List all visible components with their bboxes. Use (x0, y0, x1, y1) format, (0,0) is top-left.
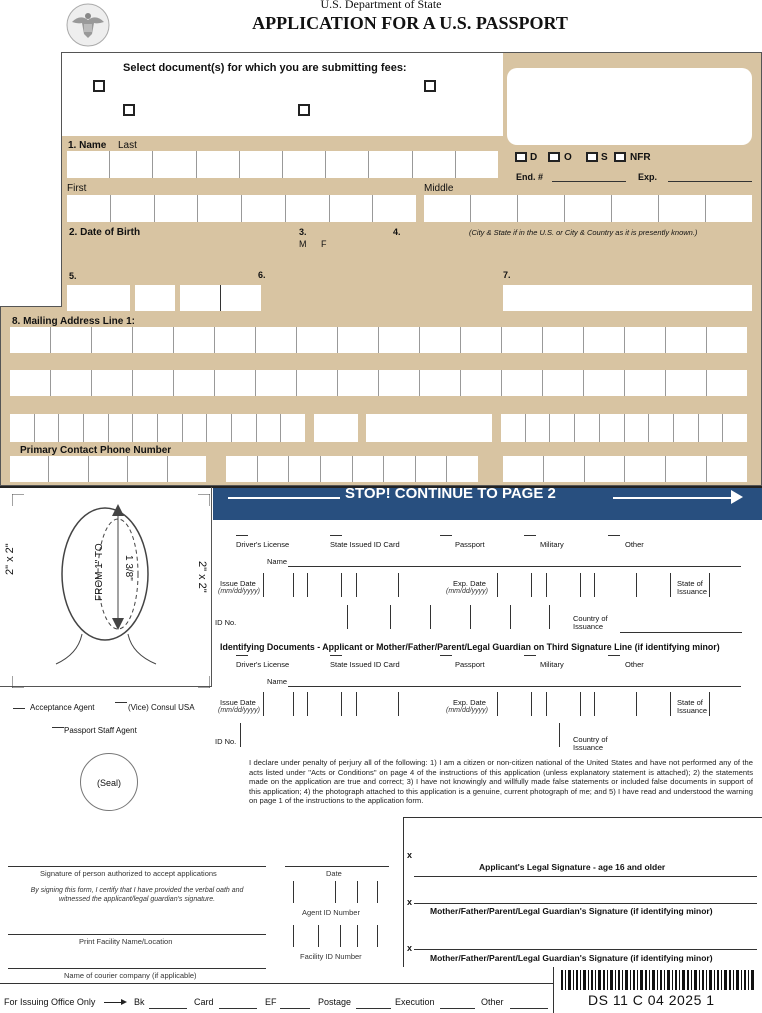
barcode (561, 970, 757, 990)
id1-issue-label: Issue Date (220, 579, 256, 588)
facility-id-label: Facility ID Number (300, 952, 362, 961)
arrow-right-small-icon (104, 1002, 122, 1003)
id1-name-line[interactable] (288, 566, 741, 567)
id1-country-label2: Issuance (573, 622, 604, 631)
issuing-other-line[interactable] (510, 1008, 548, 1009)
guardian2-signature-line[interactable] (414, 949, 757, 950)
id1-country-label: Country of (573, 614, 608, 623)
issuing-postage-label: Postage (318, 997, 352, 1007)
dob-label: 2. Date of Birth (69, 227, 141, 238)
id1-idno-label: ID No. (215, 618, 237, 627)
arrow-right-icon (731, 490, 743, 504)
id2-heading: Identifying Documents - Applicant or Mother/Father/Parent/Legal Guardian on Third Signature Line (if identifying minor) (220, 642, 720, 652)
stop-banner-text: STOP! CONTINUE TO PAGE 2 (345, 485, 556, 502)
sig1-x: x (407, 850, 413, 860)
email-input[interactable] (503, 285, 752, 311)
issuing-ef-line[interactable] (280, 1008, 310, 1009)
id2-state-boxes[interactable] (670, 692, 710, 716)
date-label: Date (326, 869, 342, 878)
issuing-execution-line[interactable] (440, 1008, 475, 1009)
id1-type-military[interactable]: Military (540, 540, 564, 549)
signature-panel (403, 817, 762, 967)
official-signature-label: Signature of person authorized to accept applications (40, 869, 217, 878)
fee-checkbox-3[interactable] (123, 104, 135, 116)
code-nfr-checkbox[interactable] (614, 152, 626, 162)
first-label: First (67, 183, 87, 194)
courier-label: Name of courier company (if applicable) (64, 971, 197, 980)
id2-exp-date-boxes[interactable] (497, 692, 637, 716)
department-name: U.S. Department of State (320, 0, 442, 11)
fee-prompt: Select document(s) for which you are submitting fees: (123, 62, 407, 74)
id2-country-label: Country of (573, 735, 608, 744)
phone-label: Primary Contact Phone Number (20, 445, 172, 456)
section5-number: 5. (69, 271, 77, 281)
id1-issue-format: (mm/dd/yyyy) (218, 588, 260, 595)
vice-consul-option[interactable]: (Vice) Consul USA (128, 703, 195, 712)
issuing-postage-line[interactable] (356, 1008, 391, 1009)
issuing-divider (553, 967, 554, 1013)
section6-number: 6. (258, 270, 266, 280)
photo-size-right: 2" x 2" (196, 561, 208, 593)
fee-checkbox-1[interactable] (93, 80, 105, 92)
id1-type-state-id[interactable]: State Issued ID Card (330, 540, 400, 549)
issuing-card-line[interactable] (219, 1008, 257, 1009)
id1-state-boxes[interactable] (670, 573, 710, 597)
sig2-x: x (407, 897, 413, 907)
id1-country-line[interactable] (620, 632, 742, 633)
id2-state-label2: Issuance (677, 706, 708, 715)
issuing-office-top-border (0, 983, 553, 984)
form-code: DS 11 C 04 2025 1 (588, 992, 715, 1008)
id1-state-label2: Issuance (677, 587, 708, 596)
id1-type-drivers[interactable]: Driver's License (236, 540, 290, 549)
zip-input[interactable] (366, 414, 492, 442)
id1-type-passport[interactable]: Passport (455, 540, 485, 549)
photo-size-left: 2" x 2" (4, 543, 16, 575)
official-signature-line[interactable] (8, 866, 266, 867)
declaration-text: I declare under penalty of perjury all of the following: 1) I am a citizen or non-citizen national of the United States and have not performed any of the acts listed under "Acts or Conditions" on page 4 of the instructions of this application (unless explanatory statement is attached); 2) the statements made on the application are true and correct; 3) I have not knowingly and willfully made false statements or included false documents in support of this application; 4) the photograph attached to this application is a genuine, current photograph of me; and 5) I have read and understood the warning on page 1 of the instructions to the application form. (249, 758, 753, 806)
fee-checkbox-4[interactable] (298, 104, 310, 116)
applicant-signature-line[interactable] (414, 876, 757, 877)
sig3-x: x (407, 943, 413, 953)
pob-hint: (City & State if in the U.S. or City & Country as it is presently known.) (469, 228, 698, 237)
id1-issue-date-boxes[interactable] (263, 573, 399, 597)
photo-from-label: FROM 1" TO (94, 543, 105, 601)
date-line[interactable] (285, 866, 389, 867)
sex-m-label: M (299, 239, 307, 249)
id2-exp-label: Exp. Date (453, 698, 486, 707)
id1-name-label: Name (267, 557, 288, 566)
issuing-office-label: For Issuing Office Only (4, 997, 96, 1007)
print-facility-line[interactable] (8, 934, 266, 935)
id2-type-drivers[interactable]: Driver's License (236, 660, 290, 669)
id2-name-label: Name (267, 677, 288, 686)
guardian1-signature-label: Mother/Father/Parent/Legal Guardian's Signature (if identifying minor) (430, 906, 713, 916)
facility-id-boxes[interactable] (293, 925, 378, 947)
name-label: 1. Name (68, 140, 107, 151)
issuing-bk-label: Bk (134, 997, 145, 1007)
issuing-execution-label: Execution (395, 997, 435, 1007)
code-s-label: S (601, 152, 608, 163)
code-nfr-label: NFR (630, 152, 651, 163)
issuing-ef-label: EF (265, 997, 277, 1007)
code-d-checkbox[interactable] (515, 152, 527, 162)
id2-type-passport[interactable]: Passport (455, 660, 485, 669)
exp-label: Exp. (638, 172, 658, 182)
applicant-signature-label: Applicant's Legal Signature - age 16 and older (479, 862, 666, 872)
issuing-bk-line[interactable] (149, 1008, 187, 1009)
ssn-part1-input[interactable] (67, 285, 130, 311)
office-use-box (507, 68, 752, 145)
id1-exp-date-boxes[interactable] (497, 573, 637, 597)
section7-number: 7. (503, 270, 511, 280)
passport-staff-option[interactable]: Passport Staff Agent (64, 726, 137, 735)
state-input[interactable] (314, 414, 358, 442)
id1-state-label: State of (677, 579, 703, 588)
mailing-address-label: 8. Mailing Address Line 1: (12, 316, 135, 327)
id2-country-label2: Issuance (573, 743, 604, 752)
id2-type-military[interactable]: Military (540, 660, 564, 669)
id2-issue-date-boxes[interactable] (263, 692, 399, 716)
fee-checkbox-2[interactable] (424, 80, 436, 92)
sex-f-label: F (321, 239, 327, 249)
id1-idno-boxes[interactable] (347, 605, 550, 629)
pob-number: 4. (393, 227, 401, 237)
agent-id-label: Agent ID Number (302, 908, 360, 917)
id2-idno-boxes[interactable] (240, 723, 560, 747)
issuing-card-label: Card (194, 997, 214, 1007)
id2-name-line[interactable] (288, 686, 741, 687)
id2-issue-label: Issue Date (220, 698, 256, 707)
last-label: Last (118, 140, 137, 151)
id1-exp-label: Exp. Date (453, 579, 486, 588)
guardian1-signature-line[interactable] (414, 903, 757, 904)
photo-frame (12, 494, 210, 688)
code-o-label: O (564, 152, 572, 163)
sex-number: 3. (299, 227, 307, 237)
id2-type-other[interactable]: Other (625, 660, 644, 669)
form-title: APPLICATION FOR A U.S. PASSPORT (252, 13, 568, 33)
middle-label: Middle (424, 183, 454, 194)
print-facility-label: Print Facility Name/Location (79, 937, 173, 946)
acceptance-agent-option[interactable]: Acceptance Agent (30, 703, 95, 712)
id2-exp-format: (mm/dd/yyyy) (446, 707, 488, 714)
id1-exp-format: (mm/dd/yyyy) (446, 588, 488, 595)
id2-state-label: State of (677, 698, 703, 707)
code-s-checkbox[interactable] (586, 152, 598, 162)
id2-issue-format: (mm/dd/yyyy) (218, 707, 260, 714)
courier-line[interactable] (8, 968, 266, 969)
photo-to-label: 1 3/8" (123, 555, 134, 581)
issuing-other-label: Other (481, 997, 504, 1007)
code-o-checkbox[interactable] (548, 152, 560, 162)
ssn-part2-input[interactable] (135, 285, 175, 311)
seal-label: (Seal) (97, 778, 122, 788)
end-label: End. # (516, 172, 544, 182)
id1-type-other[interactable]: Other (625, 540, 644, 549)
code-d-label: D (530, 152, 538, 163)
id2-idno-label: ID No. (215, 737, 237, 746)
official-attest-text: By signing this form, I certify that I have provided the verbal oath and witnessed the applicant/legal guardian's signature. (30, 887, 244, 903)
id2-type-state-id[interactable]: State Issued ID Card (330, 660, 400, 669)
guardian2-signature-label: Mother/Father/Parent/Legal Guardian's Signature (if identifying minor) (430, 953, 713, 963)
arrow-right-small-head-icon (121, 999, 127, 1005)
